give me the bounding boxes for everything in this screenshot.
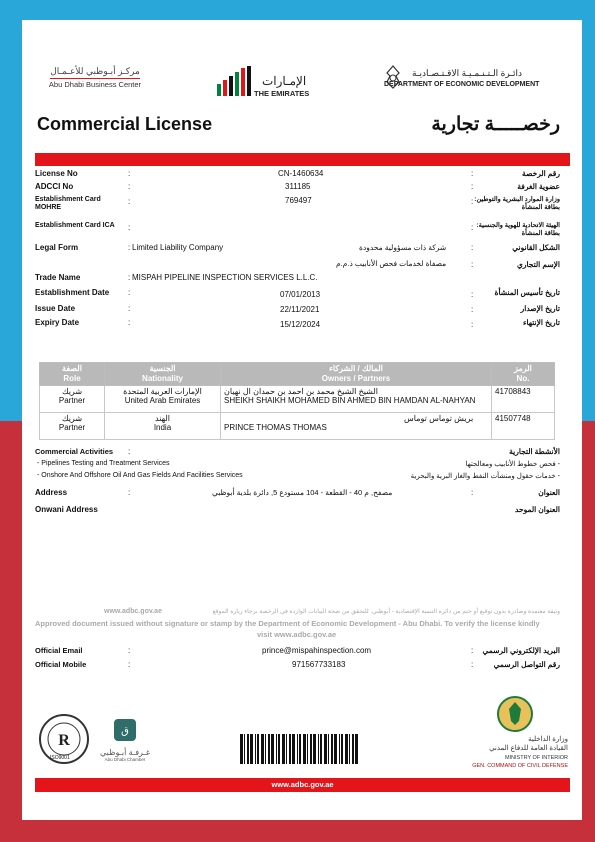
barcode-bar: [282, 734, 285, 764]
colon: :: [128, 288, 131, 297]
address-value: مصفح, م 40 - القطعة - 104 مستودع 5, دائرة بلدية أبوظبي: [212, 488, 393, 497]
ded-ar: دائـرة الـتـنـمـيـة الاقـتـصـاديـة: [412, 68, 523, 78]
barcode-bar: [255, 734, 256, 764]
field-legal-form-label: Legal Form: [35, 243, 79, 252]
cell-nationality: [105, 413, 221, 440]
barcode-bar: [286, 734, 287, 764]
field-issue-date-label: Issue Date: [35, 304, 76, 313]
abdc-logo-ar: مركـز أبـوظبي للأعـمـال: [50, 66, 140, 76]
field-trade-name-label: Trade Name: [35, 273, 81, 282]
barcode-bar: [307, 734, 308, 764]
cell-role: [40, 386, 105, 413]
field-establishment-date-ar: تاريخ تأسيس المنشأة: [494, 288, 560, 297]
barcode-bar: [289, 734, 291, 764]
title-en: Commercial License: [37, 114, 213, 134]
abdc-logo-en: Abu Dhabi Business Center: [48, 80, 142, 89]
colon: :: [128, 447, 131, 456]
barcode-bar: [320, 734, 322, 764]
civil-defense-emblem-icon: [495, 695, 535, 733]
activity-item-en: - Onshore And Offshore Oil And Gas Fields And Facilities Services: [37, 472, 243, 479]
chamber-en: Abu Dhabi Chamber: [104, 757, 146, 762]
svg-text:ق: ق: [121, 726, 129, 737]
barcode-bar: [303, 734, 306, 764]
activity-item-ar: - خدمات حقول ومنشآت النفط والغاز البرية والبحرية: [410, 473, 560, 480]
civil-defense-logo: [450, 695, 570, 775]
header-en: No.: [516, 374, 530, 383]
colon: :: [471, 197, 474, 206]
cell-no: [492, 413, 555, 440]
official-email-value: prince@mispahinspection.com: [262, 646, 372, 655]
onwani-label: Onwani Address: [35, 505, 98, 514]
colon: :: [128, 223, 131, 232]
nationality-en: United Arab Emirates: [124, 396, 201, 405]
moi-en-2: GEN. COMMAND OF CIVIL DEFENSE: [472, 763, 568, 769]
field-license-no-label: License No: [35, 169, 78, 178]
col-role-header: [40, 363, 105, 386]
barcode-bar: [339, 734, 340, 764]
field-expiry-date-ar: تاريخ الإنتهاء: [523, 318, 560, 327]
role-en: Partner: [58, 396, 86, 405]
cell-owner: [221, 413, 492, 440]
header-ar: الجنسية: [149, 364, 176, 373]
barcode-bar: [250, 734, 253, 764]
colon: :: [128, 646, 131, 655]
role-ar: شريك: [61, 387, 83, 396]
colon: :: [128, 318, 131, 327]
colon: :: [128, 243, 131, 252]
nationality-en: India: [153, 423, 172, 432]
barcode-bar: [268, 734, 270, 764]
colon: :: [128, 169, 131, 178]
barcode-icon: [240, 734, 358, 764]
barcode-bar: [297, 734, 298, 764]
cell-nationality: [105, 386, 221, 413]
field-expiry-date-value: 15/12/2024: [280, 320, 321, 329]
barcode-bar: [276, 734, 277, 764]
owner-en: PRINCE THOMAS THOMAS: [224, 423, 327, 432]
barcode-bar: [313, 734, 316, 764]
official-mobile-value: 971567733183: [292, 660, 346, 669]
barcode-bar: [355, 734, 358, 764]
field-legal-form-value-ar: شركة ذات مسؤولية محدودة: [359, 243, 447, 252]
nationality-ar: الإمارات العربية المتحدة: [123, 387, 202, 396]
header-en: Owners / Partners: [321, 374, 391, 383]
colon: :: [128, 273, 131, 282]
field-license-no-ar: رقم الرخصة: [522, 169, 560, 178]
barcode-bar: [244, 734, 245, 764]
moi-en-1: MINISTRY OF INTERIOR: [504, 755, 568, 761]
colon: :: [471, 182, 474, 191]
activity-item-en: - Pipelines Testing and Treatment Services: [37, 460, 170, 467]
header-ar: المالك / الشركاء: [329, 364, 383, 373]
colon: :: [128, 197, 131, 206]
table-header-row: [40, 363, 555, 386]
field-license-no-value: CN-1460634: [278, 169, 324, 178]
colon: :: [128, 304, 131, 313]
cell-no: [492, 386, 555, 413]
partners-table: [39, 362, 555, 440]
abdc-logo: [40, 66, 150, 89]
barcode-bar: [271, 734, 274, 764]
barcode-bar: [318, 734, 319, 764]
field-issue-date-ar: تاريخ الإصدار: [520, 304, 560, 313]
colon: :: [128, 660, 131, 669]
barcode-bar: [247, 734, 249, 764]
barcode-bar: [310, 734, 312, 764]
title-ar: رخصـــــة تجارية: [431, 114, 560, 135]
field-establishment-date-value: 07/01/2013: [280, 290, 321, 299]
header-en: Role: [63, 374, 81, 383]
colon: :: [128, 488, 131, 497]
colon: :: [471, 223, 474, 232]
col-owners-header: [221, 363, 492, 386]
table-row: [40, 386, 555, 413]
official-mobile-label: Official Mobile: [35, 660, 87, 669]
colon: :: [471, 646, 474, 655]
barcode-bar: [324, 734, 327, 764]
col-no-header: [492, 363, 555, 386]
col-nationality-header: [105, 363, 221, 386]
barcode-bar: [261, 734, 264, 764]
colon: :: [471, 320, 474, 329]
emirates-ar: الإمـارات: [262, 74, 307, 88]
activity-item-ar: - فحص خطوط الأنابيب ومعالجتها: [465, 461, 560, 468]
colon: :: [128, 182, 131, 191]
colon: :: [471, 305, 474, 314]
barcode-bar: [349, 734, 350, 764]
header-ar: الرمز: [514, 364, 532, 373]
owner-ar: بريش توماس توماس: [404, 414, 474, 423]
field-adcci-value: 311185: [285, 182, 311, 191]
barcode-bar: [345, 734, 348, 764]
field-issue-date-value: 22/11/2021: [280, 305, 320, 314]
official-email-label: Official Email: [35, 646, 83, 655]
colon: :: [471, 660, 474, 669]
cell-owner: [221, 386, 492, 413]
notice-en-2: visit www.adbc.gov.ae: [257, 630, 337, 639]
partner-no: 41507748: [495, 414, 531, 423]
barcode-bar: [331, 734, 333, 764]
notice-url: www.adbc.gov.ae: [104, 608, 162, 615]
cell-role: [40, 413, 105, 440]
colon: :: [471, 488, 474, 497]
barcode-bar: [240, 734, 243, 764]
emirates-logo: [212, 62, 322, 102]
barcode-bar: [328, 734, 329, 764]
field-trade-name-ar: الإسم التجاري: [517, 260, 560, 269]
address-label-ar: العنوان: [538, 488, 560, 497]
official-email-ar: البريد الإلكتروني الرسمي: [482, 646, 560, 655]
title-red-bar: [35, 153, 570, 166]
svg-text:R: R: [58, 732, 70, 749]
field-adcci-ar: عضوية الغرفة: [517, 182, 560, 191]
colon: :: [471, 169, 474, 178]
chamber-emblem-icon: [112, 717, 138, 743]
nationality-ar: الهند: [155, 414, 170, 423]
field-establishment-date-label: Establishment Date: [35, 288, 110, 297]
barcode-bar: [299, 734, 301, 764]
iso-seal: [38, 713, 90, 765]
license-document: [22, 20, 582, 820]
header-ar: الصفة: [62, 364, 82, 373]
barcode-bar: [257, 734, 259, 764]
barcode-bar: [334, 734, 337, 764]
colon: :: [471, 260, 474, 269]
field-mohre-ar: وزارة الموارد البشرية والتوطين: بطاقة المنشأة: [474, 196, 560, 211]
colon: :: [471, 290, 474, 299]
field-legal-form-ar: الشكل القانوني: [512, 243, 560, 252]
abdc-underline: [50, 78, 140, 79]
notice-ar: وثيقة معتمدة وصادرة بدون توقيع أو ختم من دائرة التنمية الإقتصادية - أبوظبي. للتحقق من صحة البيانات الواردة في الرخصة برجاء زيارة الموقع: [212, 609, 560, 615]
ded-en: DEPARTMENT OF ECONOMIC DEVELOPMENT: [384, 81, 540, 88]
chamber-ar: غـرفـة أبـوظبي: [100, 748, 150, 757]
partner-no: 41708843: [495, 387, 531, 396]
barcode-bar: [341, 734, 343, 764]
field-trade-name-value-ar: مصفاة لخدمات فحص الأنابيب ذ.م.م: [336, 259, 447, 268]
field-legal-form-value: Limited Liability Company: [132, 243, 224, 252]
owner-ar: الشيخ الشيخ محمد بن احمد بن حمدان ال نهيان: [224, 387, 378, 396]
field-expiry-date-label: Expiry Date: [35, 318, 80, 327]
moi-ar-2: القيادة العامة للدفاع المدني: [489, 745, 568, 752]
field-ica-ar: الهيئة الاتحادية للهوية والجنسية: بطاقة المنشأة: [476, 222, 560, 237]
field-trade-name-value: MISPAH PIPELINE INSPECTION SERVICES L.L.C.: [132, 273, 318, 282]
address-label: Address: [35, 488, 68, 497]
activities-label-ar: الأنشطة التجارية: [509, 447, 560, 456]
field-ica-label: Establishment Card ICA: [35, 222, 115, 229]
colon: :: [471, 243, 474, 252]
emirates-flag-icon: [212, 62, 252, 102]
field-mohre-label: Establishment Card MOHRE: [35, 196, 101, 211]
role-en: Partner: [58, 423, 86, 432]
table-row: [40, 413, 555, 440]
role-ar: شريك: [61, 414, 83, 423]
field-mohre-value: 769497: [285, 196, 312, 205]
notice-en: Approved document issued without signature or stamp by the Department of Economic Development - Abu Dhabi. To verify the license kindly: [35, 619, 540, 628]
owner-en: SHEIKH SHAIKH MOHAMED BIN AHMED BIN HAMDAN AL-NAHYAN: [224, 396, 476, 405]
field-adcci-label: ADCCI No: [35, 182, 74, 191]
barcode-bar: [265, 734, 266, 764]
moi-ar-1: وزارة الداخلية: [528, 736, 568, 743]
iso-text: ISO9001: [50, 755, 70, 761]
barcode-bar: [278, 734, 280, 764]
onwani-label-ar: العنوان الموحد: [515, 505, 560, 514]
chamber-logo: [95, 717, 155, 762]
barcode-bar: [352, 734, 354, 764]
footer-url: www.adbc.gov.ae: [35, 778, 570, 792]
barcode: [240, 734, 358, 764]
activities-label: Commercial Activities: [35, 447, 114, 456]
emirates-en: THE EMIRATES: [254, 89, 310, 98]
header-en: Nationality: [142, 374, 183, 383]
barcode-bar: [292, 734, 295, 764]
official-mobile-ar: رقم التواصل الرسمي: [493, 660, 560, 669]
